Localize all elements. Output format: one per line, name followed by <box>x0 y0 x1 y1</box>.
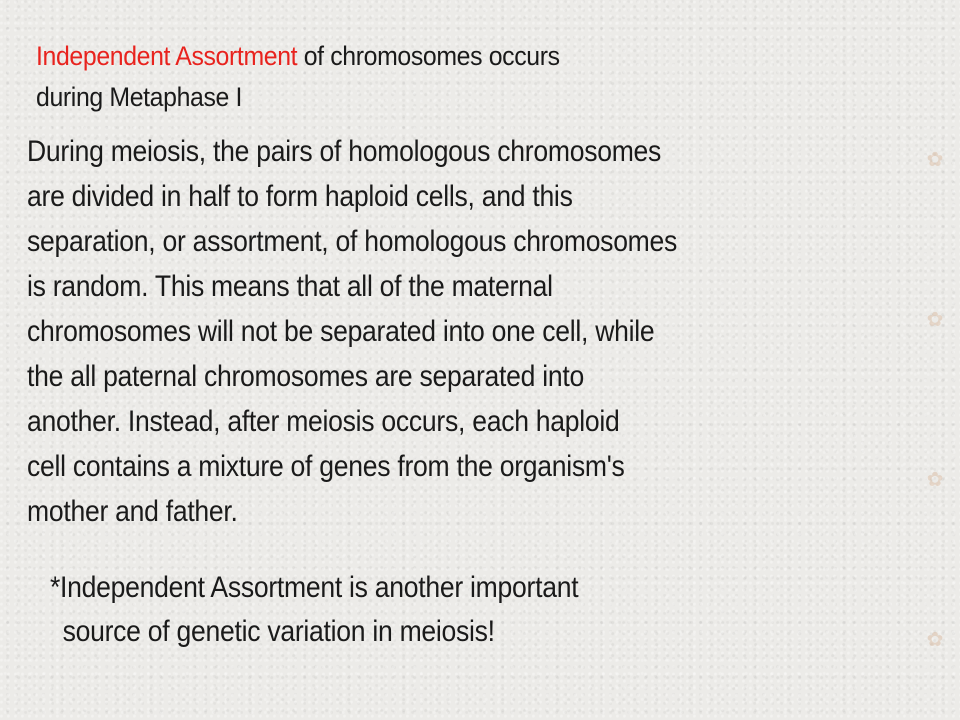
title-rest: of chromosomes occurs <box>297 41 560 71</box>
body-paragraph <box>27 129 783 534</box>
flower-watermark-icon: ✿ <box>926 627 944 651</box>
body-line: another. Instead, after meiosis occurs, each haploid <box>27 405 620 438</box>
footnote-line-2: source of genetic variation in meiosis! <box>62 615 495 648</box>
body-line: cell contains a mixture of genes from the organism's <box>27 450 625 483</box>
body-line: chromosomes will not be separated into one cell, while <box>27 315 655 348</box>
flower-watermark-icon: ✿ <box>926 467 944 491</box>
body-line: is random. This means that all of the maternal <box>27 270 553 303</box>
body-line: During meiosis, the pairs of homologous chromosomes <box>27 135 662 168</box>
footnote <box>50 566 752 654</box>
flower-watermark-icon: ✿ <box>926 147 944 171</box>
title-highlight: Independent Assortment <box>36 41 298 71</box>
title-line-2: during Metaphase I <box>36 82 243 112</box>
flower-watermark-icon: ✿ <box>926 307 944 331</box>
body-line: the all paternal chromosomes are separated into <box>27 360 584 393</box>
body-line: separation, or assortment, of homologous chromosomes <box>27 225 678 258</box>
footnote-line-1: *Independent Assortment is another important <box>50 571 579 604</box>
body-line: mother and father. <box>27 495 238 528</box>
slide-title <box>36 36 735 118</box>
body-line: are divided in half to form haploid cells, and this <box>27 180 573 213</box>
